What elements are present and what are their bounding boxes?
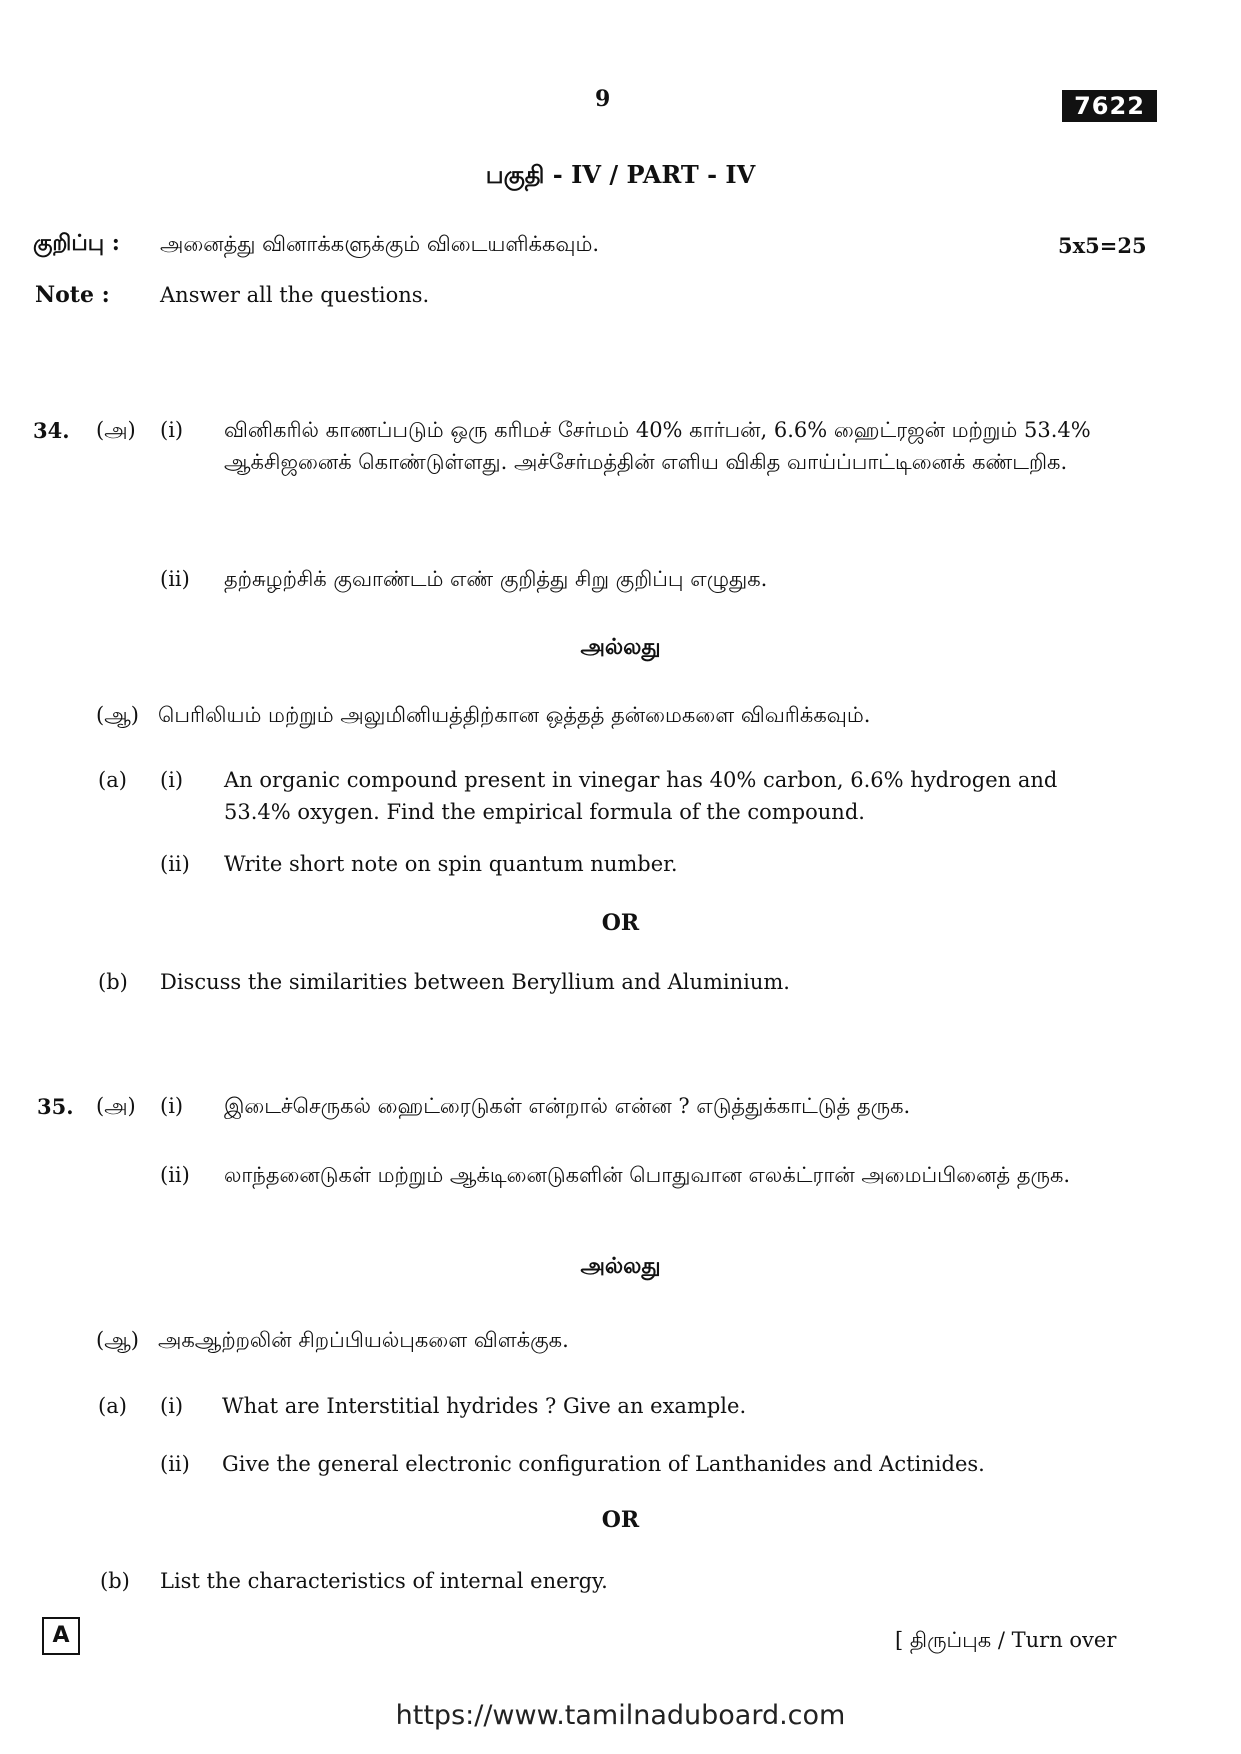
- q34-ta-or: அல்லது: [580, 634, 661, 660]
- q35-en-a-label: (a): [98, 1394, 127, 1418]
- paper-code-badge: 7622: [1062, 90, 1157, 122]
- q35-en-or: OR: [601, 1507, 640, 1533]
- q34-en-a-ii-text: Write short note on spin quantum number.: [224, 852, 678, 876]
- page-number: 9: [595, 86, 611, 112]
- q34-en-a-i-label: (i): [160, 768, 184, 792]
- question-34-number: 34.: [33, 418, 70, 443]
- q35-ta-a-ii-text: லாந்தனைடுகள் மற்றும் ஆக்டினைடுகளின் பொதுவான எலக்ட்ரான் அமைப்பினைத் தருக.: [224, 1163, 1071, 1187]
- note-text-english: Answer all the questions.: [160, 283, 430, 307]
- turn-over-note: [ திருப்புக / Turn over: [895, 1628, 1117, 1652]
- q35-en-b-text: List the characteristics of internal energy.: [160, 1569, 608, 1593]
- q34-en-or: OR: [601, 910, 640, 936]
- q35-ta-b-text: அகஆற்றலின் சிறப்பியல்புகளை விளக்குக.: [158, 1328, 569, 1352]
- q34-ta-a-ii-text: தற்சுழற்சிக் குவாண்டம் எண் குறித்து சிறு குறிப்பு எழுதுக.: [224, 567, 768, 591]
- part-title: பகுதி - IV / PART - IV: [485, 160, 756, 189]
- source-url-watermark: https://www.tamilnaduboard.com: [395, 1700, 846, 1731]
- marks-scheme: 5x5=25: [1058, 233, 1147, 258]
- q35-en-a-i-text: What are Interstitial hydrides ? Give an example.: [222, 1394, 747, 1418]
- q34-en-a-i-text: An organic compound present in vinegar has 40% carbon, 6.6% hydrogen and 53.4% oxygen. Find the empirical formula of the compound.: [224, 768, 1058, 824]
- q35-en-a-ii-text: Give the general electronic configuration of Lanthanides and Actinides.: [222, 1452, 985, 1476]
- q34-en-a-ii-label: (ii): [160, 852, 190, 876]
- q35-ta-or: அல்லது: [580, 1253, 661, 1279]
- version-mark-box: A: [42, 1617, 80, 1655]
- q34-ta-a-label: (அ): [96, 418, 136, 442]
- q35-en-a-ii-label: (ii): [160, 1452, 190, 1476]
- note-text-tamil: அனைத்து வினாக்களுக்கும் விடையளிக்கவும்.: [160, 232, 600, 256]
- q34-en-b-text: Discuss the similarities between Beryllium and Aluminium.: [160, 970, 790, 994]
- q35-ta-a-ii-label: (ii): [160, 1163, 190, 1187]
- note-label-tamil: குறிப்பு :: [33, 230, 120, 256]
- q35-en-b-label: (b): [100, 1569, 130, 1593]
- q35-en-a-i-label: (i): [160, 1394, 184, 1418]
- q35-ta-a-i-label: (i): [160, 1094, 184, 1118]
- q34-ta-b-text: பெரிலியம் மற்றும் அலுமினியத்திற்கான ஒத்தத் தன்மைகளை விவரிக்கவும்.: [158, 703, 871, 727]
- q34-ta-a-i-label: (i): [160, 418, 184, 442]
- q34-en-b-label: (b): [98, 970, 128, 994]
- q35-ta-a-i-text: இடைச்செருகல் ஹைட்ரைடுகள் என்றால் என்ன ? எடுத்துக்காட்டுத் தருக.: [224, 1094, 911, 1118]
- q34-ta-b-label: (ஆ): [96, 703, 139, 727]
- q35-ta-b-label: (ஆ): [96, 1328, 139, 1352]
- note-label-english: Note :: [35, 282, 110, 308]
- q34-ta-a-i-text: வினிகரில் காணப்படும் ஒரு கரிமச் சேர்மம் 40% கார்பன், 6.6% ஹைட்ரஜன் மற்றும் 53.4% ஆக்சிஜனைக் கொண்டுள்ளது. அச்சேர்மத்தின் எளிய விகித வாய்ப்பாட்டினைக் கண்டறிக.: [224, 418, 1091, 474]
- question-35-number: 35.: [37, 1094, 74, 1119]
- q34-ta-a-ii-label: (ii): [160, 567, 190, 591]
- q35-ta-a-label: (அ): [96, 1094, 136, 1118]
- q34-en-a-label: (a): [98, 768, 127, 792]
